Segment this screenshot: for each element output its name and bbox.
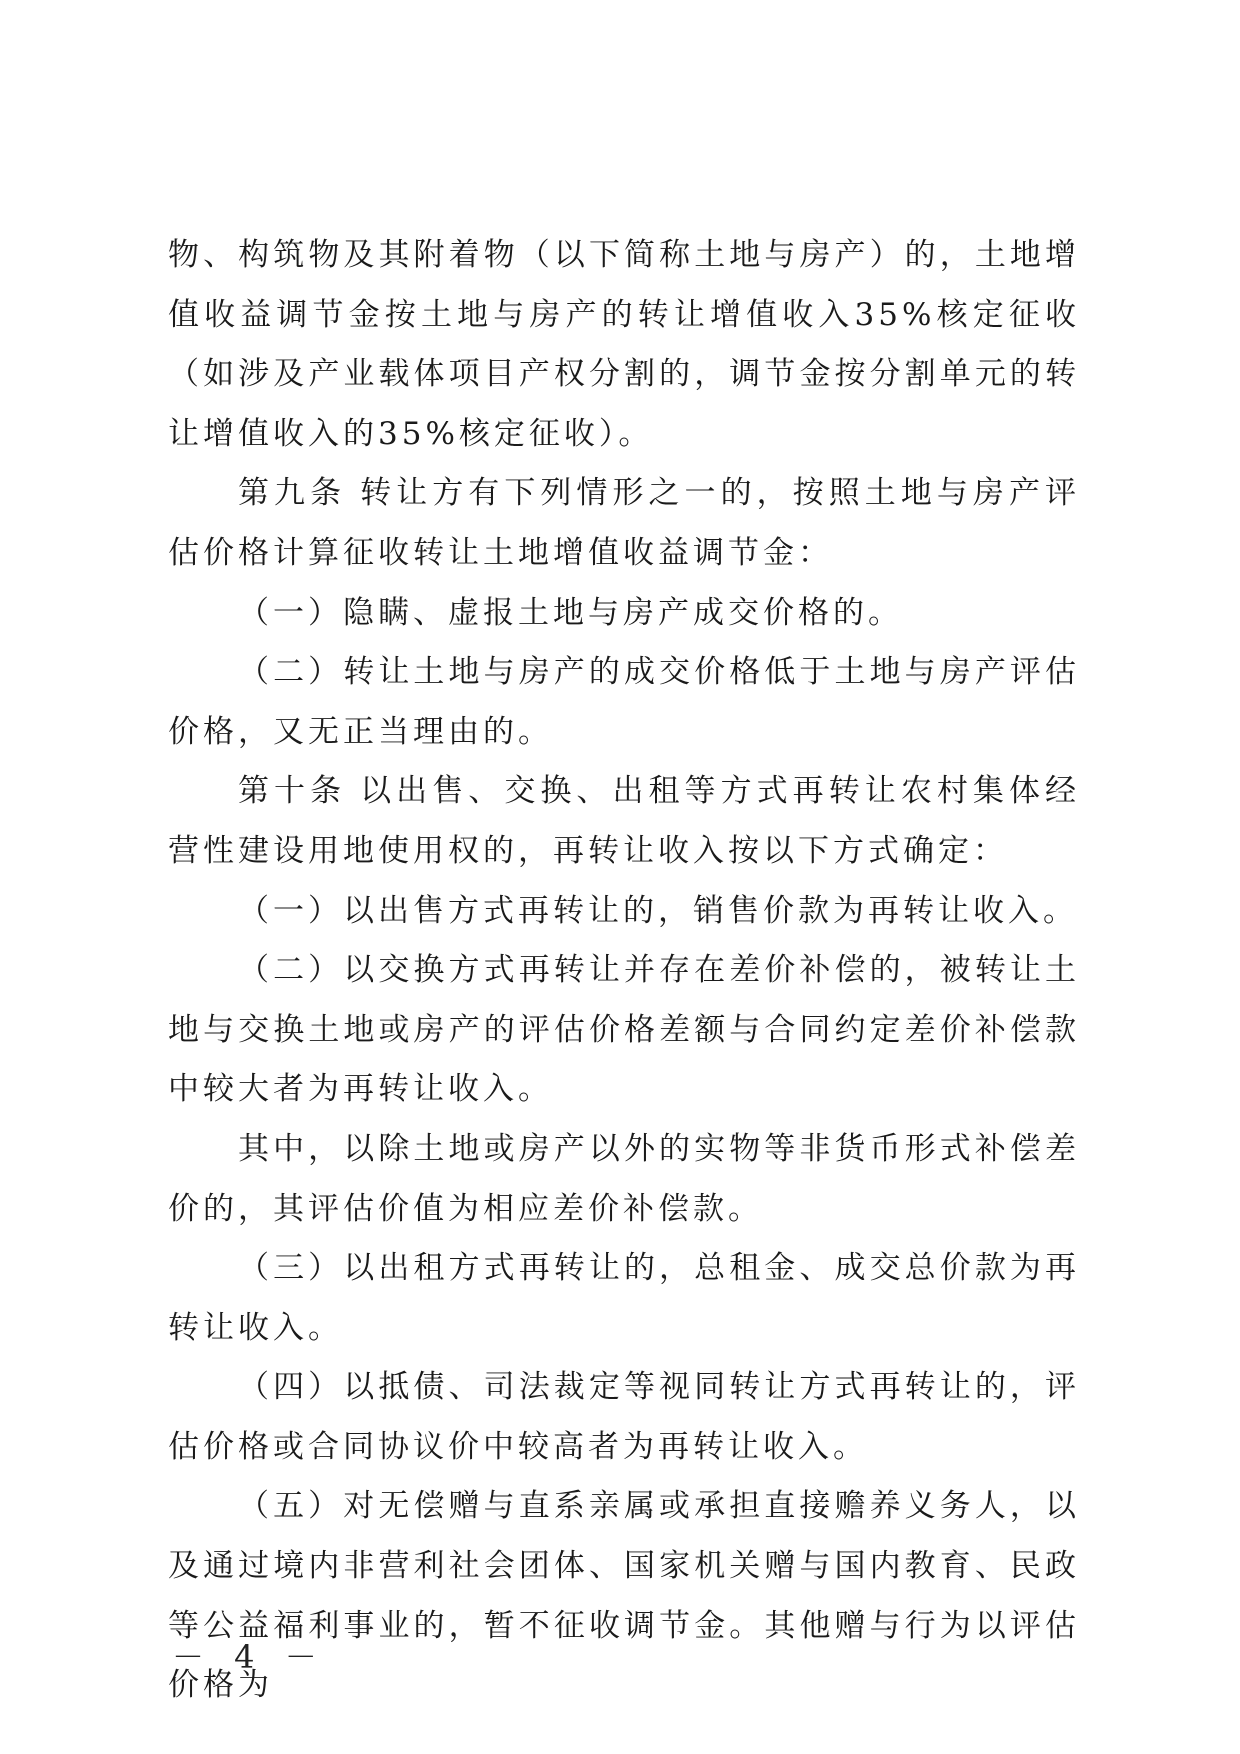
article-ten-item-2 [168, 941, 1080, 1120]
paragraph-text: 转让方有下列情形之一的，按照土地与房产评估价格计算征收转让土地增值收益调节金： [168, 475, 1081, 571]
page-number: － 4 － [172, 1638, 327, 1676]
paragraph-text: （四）以抵债、司法裁定等视同转让方式再转让的，评估价格或合同协议价中较高者为再转让收入。 [168, 1369, 1080, 1465]
paragraph-text: （三）以出租方式再转让的，总租金、成交总价款为再转让收入。 [168, 1250, 1080, 1346]
article-nine [168, 464, 1080, 583]
paragraph-text: 物、构筑物及其附着物（以下简称土地与房产）的，土地增值收益调节金按土地与房产的转让增值收入35%核定征收（如涉及产业载体项目产权分割的，调节金按分割单元的转让增值收入的35%核定征收）。 [168, 237, 1080, 452]
paragraph-text: （二）以交换方式再转让并存在差价补偿的，被转让土地与交换土地或房产的评估价格差额与合同约定差价补偿款中较大者为再转让收入。 [168, 952, 1080, 1108]
article-ten-item-5 [168, 1477, 1080, 1715]
article-label: 第十条 [238, 773, 347, 810]
article-ten-item-4 [168, 1358, 1080, 1477]
paragraph-text: （一）隐瞒、虚报土地与房产成交价格的。 [238, 594, 903, 631]
paragraph-text: 其中，以除土地或房产以外的实物等非货币形式补偿差价的，其评估价值为相应差价补偿款。 [168, 1130, 1080, 1227]
paragraph-continuation [168, 226, 1080, 464]
paragraph-text: （一）以出售方式再转让的，销售价款为再转让收入。 [238, 892, 1078, 929]
article-ten-item-2-note [168, 1120, 1080, 1239]
article-ten [168, 762, 1080, 881]
paragraph-text: 以出售、交换、出租等方式再转让农村集体经营性建设用地使用权的，再转让收入按以下方式确定： [168, 773, 1081, 869]
article-ten-item-1 [168, 882, 1080, 942]
article-ten-item-3 [168, 1239, 1080, 1358]
article-nine-item-2 [168, 643, 1080, 762]
document-body [168, 226, 1080, 1716]
article-nine-item-1 [168, 584, 1080, 644]
paragraph-text: （二）转让土地与房产的成交价格低于土地与房产评估价格，又无正当理由的。 [168, 654, 1080, 750]
article-label: 第九条 [238, 475, 347, 512]
paragraph-text: （五）对无偿赠与直系亲属或承担直接赡养义务人，以及通过境内非营利社会团体、国家机关赠与国内教育、民政等公益福利事业的，暂不征收调节金。其他赠与行为以评估价格为 [168, 1488, 1080, 1704]
